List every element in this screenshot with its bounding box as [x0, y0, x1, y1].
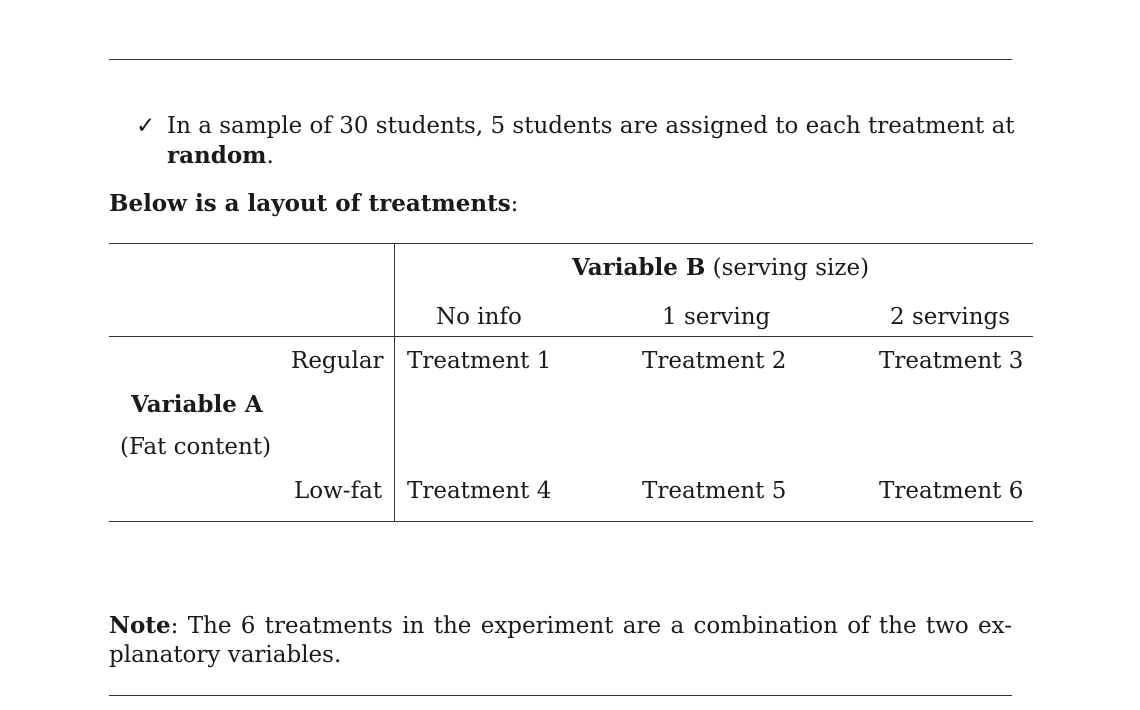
note-text: : The 6 treatments in the experiment are a combination of the two ex- planatory variables.: [109, 613, 1012, 668]
variable-b-header: [572, 253, 869, 283]
bullet-text-bold: random: [167, 142, 267, 169]
variable-b-label: Variable B: [572, 254, 706, 281]
table-cell-treatment-4: Treatment 4: [407, 478, 552, 504]
row-label-regular: Regular: [291, 348, 384, 374]
table-cell-treatment-2: Treatment 2: [642, 348, 787, 374]
column-header-no-info: No info: [436, 304, 522, 330]
variable-a-label: Variable A: [131, 391, 263, 418]
bullet-text-end: .: [266, 143, 274, 169]
note-label: Note: [109, 612, 171, 639]
table-bottom-rule: [109, 521, 1033, 522]
column-header-1-serving: 1 serving: [662, 304, 771, 330]
table-cell-treatment-6: Treatment 6: [879, 478, 1024, 504]
note-paragraph: [109, 611, 1012, 670]
variable-b-description: (serving size): [712, 255, 870, 281]
checkmark-icon: ✓: [136, 113, 156, 139]
table-cell-treatment-3: Treatment 3: [879, 348, 1024, 374]
table-header-rule: [109, 336, 1033, 337]
bullet-text-main: In a sample of 30 students, 5 students are assigned to each treatment at: [167, 113, 1015, 139]
table-top-rule: [109, 243, 1033, 244]
table-cell-treatment-1: Treatment 1: [407, 348, 552, 374]
bottom-rule: [109, 695, 1012, 696]
layout-heading-bold: Below is a layout of treatments: [109, 190, 511, 217]
table-cell-treatment-5: Treatment 5: [642, 478, 787, 504]
layout-heading-colon: :: [510, 191, 519, 217]
table-divider: [394, 243, 395, 522]
layout-heading: [109, 189, 518, 219]
row-label-low-fat: Low-fat: [294, 478, 383, 504]
variable-a-description: (Fat content): [120, 434, 272, 460]
top-rule: [109, 59, 1012, 60]
bullet-text: [167, 112, 1019, 171]
column-header-2-servings: 2 servings: [890, 304, 1011, 330]
